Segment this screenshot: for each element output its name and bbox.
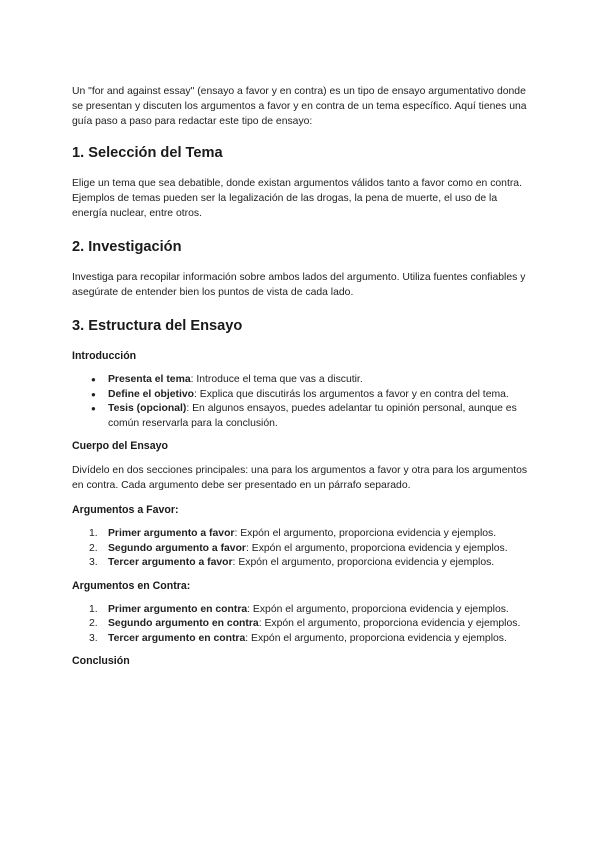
list-number: 3. xyxy=(89,557,98,568)
list-item-bold: Primer argumento en contra xyxy=(108,603,248,615)
list-item-text: : Expón el argumento, proporciona evidencia y ejemplos. xyxy=(247,603,509,615)
list-item-text: : En algunos ensayos, puedes adelantar tu opinión personal, aunque es común reservarla para la conclusión. xyxy=(108,403,517,429)
list-item-bold: Segundo argumento en contra xyxy=(108,618,259,629)
list-number: 1. xyxy=(89,603,98,615)
subheading-favor: Argumentos a Favor: xyxy=(72,504,179,516)
list-item xyxy=(72,617,528,632)
section-heading-seleccion: 1. Selección del Tema xyxy=(72,145,223,161)
section-heading-estructura: 3. Estructura del Ensayo xyxy=(72,318,243,334)
numbered-list-favor xyxy=(72,527,528,571)
numbered-list-contra xyxy=(72,603,528,647)
section-heading-investigacion: 2. Investigación xyxy=(72,239,182,255)
list-item xyxy=(72,373,528,388)
list-item xyxy=(72,603,528,618)
section-body-seleccion: Elige un tema que sea debatible, donde existan argumentos válidos tanto a favor como en contra. Ejemplos de temas pueden ser la legalización de las drogas, la pena de muerte, el uso de la energía nuclear, entre otros. xyxy=(72,178,522,219)
list-item xyxy=(72,556,528,571)
list-item-text: : Expón el argumento, proporciona evidencia y ejemplos. xyxy=(232,557,495,568)
list-item-text: : Expón el argumento, proporciona evidencia y ejemplos. xyxy=(245,632,507,644)
list-item xyxy=(72,632,528,647)
list-item xyxy=(72,402,528,431)
list-number: 3. xyxy=(89,632,98,644)
list-item xyxy=(72,388,528,403)
document-page xyxy=(72,84,528,678)
subheading-contra: Argumentos en Contra: xyxy=(72,579,191,592)
list-item-bold: Segundo argumento a favor xyxy=(108,542,246,554)
list-number: 2. xyxy=(89,618,98,629)
list-item-text: : Expón el argumento, proporciona evidencia y ejemplos. xyxy=(245,542,508,554)
list-item-bold: Tesis (opcional) xyxy=(108,403,187,414)
list-number: 2. xyxy=(89,542,98,554)
intro-paragraph: Un "for and against essay" (ensayo a favor y en contra) es un tipo de ensayo argumentativo donde se presentan y discuten los argumentos a favor y en contra de un tema específico. Aquí tienes una guía paso a paso para redactar este tipo de ensayo: xyxy=(72,86,527,127)
bullet-list-introduccion xyxy=(72,373,528,431)
section-body-investigacion: Investiga para recopilar información sobre ambos lados del argumento. Utiliza fuentes confiables y asegúrate de entender bien los puntos de vista de cada lado. xyxy=(72,272,526,298)
subheading-cuerpo: Cuerpo del Ensayo xyxy=(72,440,168,452)
list-item-text: : Expón el argumento, proporciona evidencia y ejemplos. xyxy=(234,528,497,539)
list-item-bold: Primer argumento a favor xyxy=(108,528,235,539)
list-item-bold: Presenta el tema xyxy=(108,374,191,385)
list-item-text: : Introduce el tema que vas a discutir. xyxy=(190,374,363,385)
list-item-text: : Explica que discutirás los argumentos a favor y en contra del tema. xyxy=(194,388,509,400)
cuerpo-paragraph: Divídelo en dos secciones principales: una para los argumentos a favor y otra para los argumentos en contra. Cada argumento debe ser presentado en un párrafo separado. xyxy=(72,465,528,491)
list-item xyxy=(72,527,528,542)
list-item-text: : Expón el argumento, proporciona evidencia y ejemplos. xyxy=(258,618,521,629)
list-item xyxy=(72,542,528,557)
subheading-conclusion: Conclusión xyxy=(72,655,130,667)
list-item-bold: Tercer argumento a favor xyxy=(108,557,233,568)
subheading-introduccion: Introducción xyxy=(72,350,137,362)
list-item-bold: Tercer argumento en contra xyxy=(108,632,246,644)
list-item-bold: Define el objetivo xyxy=(108,388,195,400)
list-number: 1. xyxy=(89,528,98,539)
